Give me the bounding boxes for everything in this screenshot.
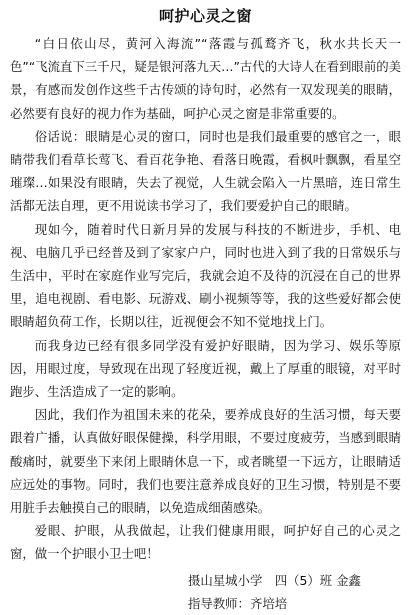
paragraph-3: 现如今，随着时代日新月异的发展与科技的不断进步，手机、电视、电脑几乎已经普及到了家家户户，同时也进入到了我的日常娱乐与生活中，平时在家庭作业写完后，我就会迫不及待的沉浸在自己的世界里，追电视剧、看电影、玩游戏、刷小视频等等，我的这些爱好都会使眼睛超负荷工作，长期以往，近视便会不知不觉地找上门。: [10, 221, 401, 330]
paragraph-6: 爱眼、护眼，从我做起，让我们健康用眼，呵护好自己的心灵之窗，做一个护眼小卫士吧！: [10, 523, 401, 562]
author-school-class: [10, 569, 401, 592]
author-school-class-text: 摄山星城小学 四（5）班 金鑫: [188, 572, 361, 588]
paragraph-2: 俗话说：眼睛是心灵的窗口，同时也是我们最重要的感官之一，眼睛带我们看草长莺飞、看百花争艳、看落日晚霞，看枫叶飘飘，看星空璀璨…如果没有眼睛，失去了视觉，人生就会陷入一片黑暗，连日常生活都无法自理，更不用说读书学习了，我们要爱护自己的眼睛。: [10, 128, 401, 214]
paragraph-5: 因此，我们作为祖国未来的花朵，要养成良好的生活习惯，每天要跟着广播，认真做好眼保健操，科学用眼，不要过度疲劳，当感到眼睛酸痛时，就要坐下来闭上眼睛休息一下，或者眺望一下远方，让眼睛适应远处的事物。同时，我们也要注意养成良好的卫生习惯，特别是不要用脏手去触摸自己的眼睛，以免造成细菌感染。: [10, 407, 401, 516]
paragraph-4: 而我身边已经有很多同学没有爱护好眼睛，因为学习、娱乐等原因，用眼过度，导致现在出现了轻度近视，戴上了厚重的眼镜，对平时跑步、生活造成了一定的影响。: [10, 337, 401, 400]
instructor-line-text: 指导教师：齐培培: [188, 595, 288, 611]
document-title: 呵护心灵之窗: [158, 7, 252, 25]
paragraph-1: “白日依山尽，黄河入海流”“落霞与孤鹜齐飞，秋水共长天一色”“飞流直下三千尺，疑是银河落九天…”古代的大诗人在看到眼前的美景，有感而发创作这些千古传颂的诗句时，必然有一双发现美的眼睛，必然要有良好的视力作为基础，呵护心灵之窗是非常重要的。: [10, 36, 401, 121]
instructor-line: [10, 592, 401, 615]
